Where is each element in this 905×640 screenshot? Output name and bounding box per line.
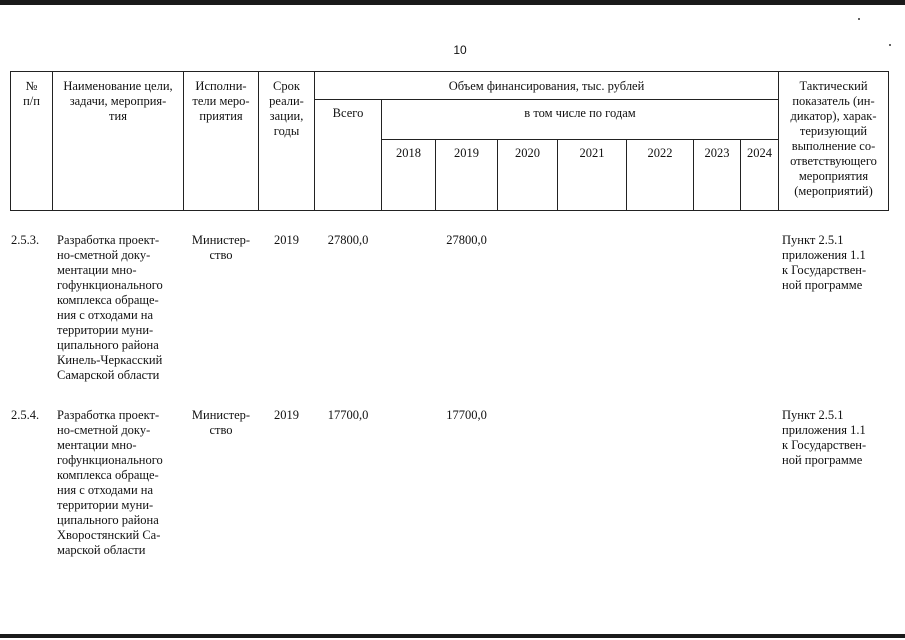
row-year-2019: 27800,0 (446, 233, 487, 247)
table-border-top (10, 71, 888, 72)
row-term: 2019 (274, 233, 299, 247)
row-num: 2.5.4. (11, 408, 40, 422)
header-num: № п/п (23, 79, 40, 108)
row-indicator: Пункт 2.5.1 приложения 1.1 к Государствен- ной программе (782, 408, 867, 467)
page-number: 10 (453, 43, 467, 57)
header-year: 2020 (515, 146, 540, 160)
row-executor: Министер- ство (191, 233, 251, 262)
row-name: Разработка проект- но-сметной доку- ментации мно- гофункционального комплекса обраще- ния с отходами на территории муни- ципального района Хворостянский Са- марской области (57, 408, 163, 557)
bottom-scan-border (0, 634, 905, 638)
header-year: 2018 (396, 146, 421, 160)
row-year-2019: 17700,0 (446, 408, 487, 422)
header-year: 2023 (704, 146, 730, 160)
table-line-years (381, 139, 778, 140)
row-total: 27800,0 (327, 233, 369, 247)
table-border-header-bottom (10, 210, 888, 211)
header-indicator: Тактический показатель (ин- дикатор), харак- теризующий выполнение со- ответствующего мероприятия (мероприятий) (790, 79, 877, 198)
header-year: 2021 (579, 146, 605, 160)
row-term: 2019 (274, 408, 299, 422)
top-scan-border (0, 0, 905, 5)
row-indicator: Пункт 2.5.1 приложения 1.1 к Государствен- ной программе (782, 233, 867, 292)
row-name: Разработка проект- но-сметной доку- ментации мно- гофункционального комплекса обраще- ния с отходами на территории муни- ципального района Кинель-Черкасский Самарской области (57, 233, 163, 382)
header-year: 2024 (747, 146, 772, 160)
header-name: Наименование цели, задачи, мероприя- тия (63, 79, 173, 123)
header-term: Срок реали- зации, годы (269, 79, 304, 138)
table-line-funding (314, 99, 778, 100)
row-total: 17700,0 (327, 408, 369, 422)
header-funding: Объем финансирования, тыс. рублей (448, 79, 645, 93)
header-year: 2022 (647, 146, 673, 160)
header-year: 2019 (454, 146, 479, 160)
header-total: Всего (332, 106, 364, 120)
header-by-years: в том числе по годам (524, 106, 636, 120)
row-num: 2.5.3. (11, 233, 40, 247)
scan-speck (858, 18, 860, 20)
table-border-right (888, 71, 889, 211)
scan-speck (889, 44, 891, 46)
row-executor: Министер- ство (191, 408, 251, 437)
header-executors: Исполни- тели меро- приятия (192, 79, 250, 123)
